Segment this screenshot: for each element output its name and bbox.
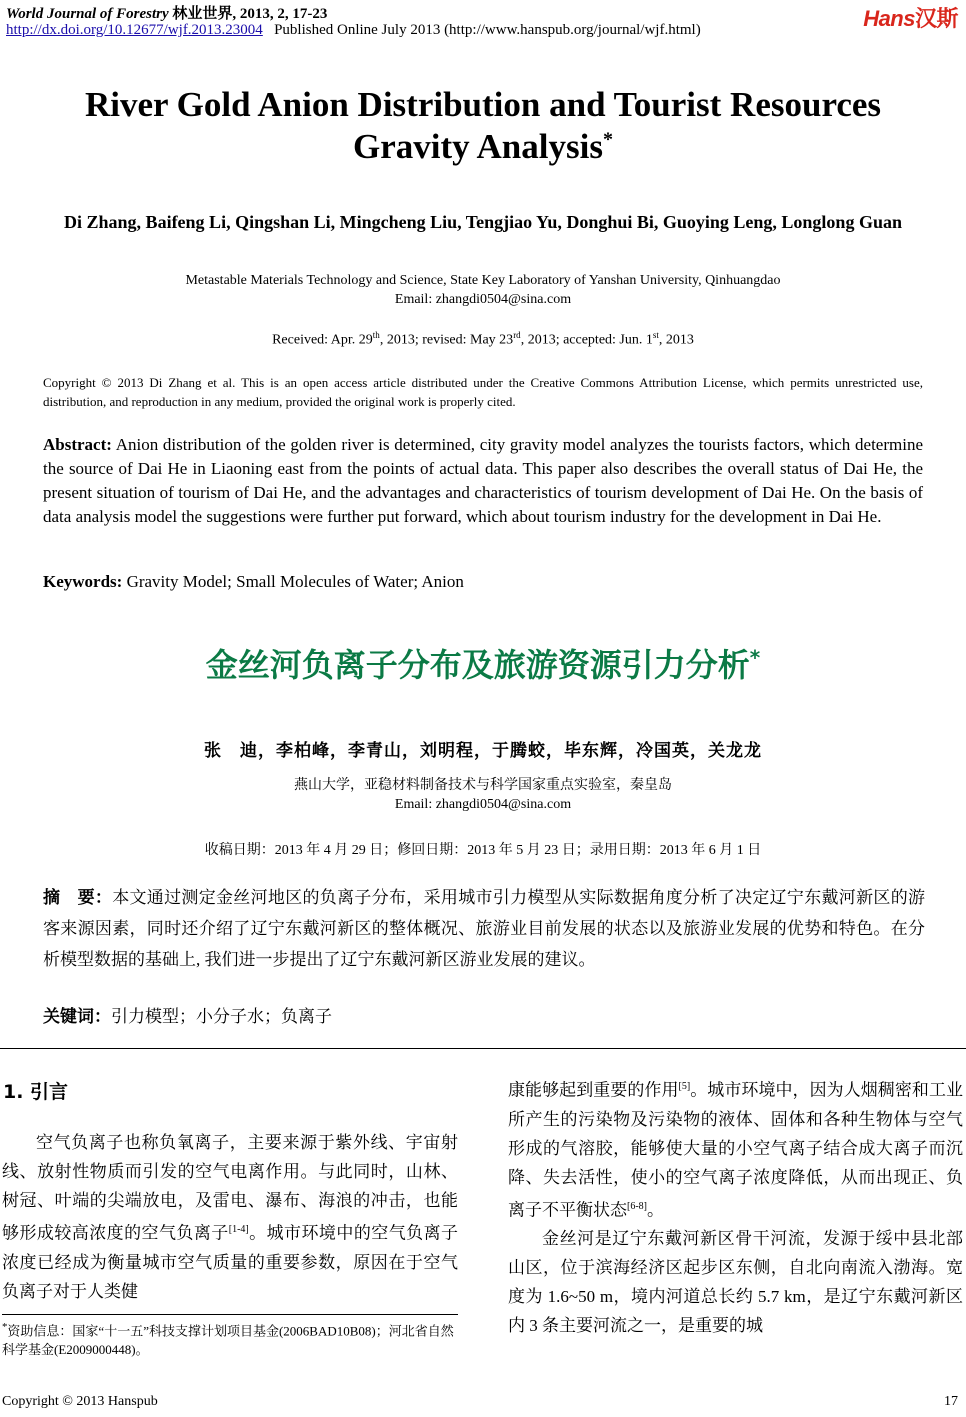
abstract-cn-text: 本文通过测定金丝河地区的负离子分布，采用城市引力模型从实际数据角度分析了决定辽宁东戴河新区的游客来源因素，同时还介绍了辽宁东戴河新区的整体概况、旅游业目前发展的状态以及旅游业发展的优势和特色。在分析模型数据的基础上, 我们进一步提出了辽宁东戴河新区游业发展的建议。 — [43, 888, 926, 969]
body-left-column — [2, 1128, 458, 1306]
section-heading: 1. 引言 — [3, 1081, 69, 1103]
accepted-part: , 2013; accepted: Jun. 1 — [520, 332, 653, 348]
email-en: Email: zhangdi0504@sina.com — [394, 292, 572, 307]
intro-paragraph-1 — [2, 1128, 458, 1306]
paper-title-en — [40, 84, 926, 168]
intro-paragraph-cont — [508, 1072, 963, 1224]
citation: [1-4] — [228, 1224, 249, 1235]
section-divider — [0, 1048, 966, 1049]
affiliation-en: Metastable Materials Technology and Science, State Key Laboratory of Yanshan University, Qinhuangdao — [185, 273, 781, 288]
published-note: Published Online July 2013 (http://www.hanspub.org/journal/wjf.html) — [274, 22, 701, 38]
funding-footnote — [2, 1318, 458, 1359]
abstract-en-text: Anion distribution of the golden river is determined, city gravity model analyzes the tourists factors, which determine the source of Dai He in Liaoning east from the points of actual data. This paper also describes the overall status of Dai He, the present situation of tourism of Dai He, and the advantages and characteristics of tourism development of Dai He. On the basis of data analysis model the suggestions were further put forward, which about tourism industry for the development in Dai He. — [43, 435, 923, 526]
abstract-cn-label: 摘 要： — [43, 888, 113, 907]
authors-cn: 张 迪，李柏峰，李青山，刘明程，于腾蛟，毕东辉，冷国英，关龙龙 — [204, 741, 762, 760]
title-cn-footnote-mark: * — [749, 645, 761, 670]
logo-cn: 汉斯 — [914, 6, 958, 31]
intro-text-cont: 。城市环境中的空气负离子浓度已经成为衡量城市空气质量的重要参数，原因在于空气负离子对于人类健 — [2, 1223, 459, 1301]
journal-issue: 林业世界, 2013, 2, 17-23 — [168, 6, 328, 22]
intro-text: 空气负离子也称负氧离子，主要来源于紫外线、宇宙射线、放射性物质而引发的空气电离作用。与此同时，山林、树冠、叶端的尖端放电，及雷电、瀑布、海浪的冲击，也能够形成较高浓度的空气负离子 — [2, 1133, 458, 1243]
title-cn-text: 金丝河负离子分布及旅游资源引力分析 — [205, 646, 750, 684]
keywords-cn-label: 关键词： — [43, 1007, 111, 1026]
abstract-en — [43, 433, 923, 529]
title-en-footnote-mark: * — [602, 128, 613, 151]
authors-en: Di Zhang, Baifeng Li, Qingshan Li, Mingcheng Liu, Tengjiao Yu, Donghui Bi, Guoying Leng, Longlong Guan — [64, 212, 902, 232]
doi-link[interactable]: http://dx.doi.org/10.12677/wjf.2013.23004 — [6, 22, 263, 38]
revised-sup: rd — [513, 330, 521, 340]
keywords-cn-text: 引力模型；小分子水；负离子 — [111, 1007, 332, 1026]
body-right-column — [508, 1072, 963, 1340]
received-part: Received: Apr. 29 — [272, 332, 373, 348]
abstract-cn — [43, 882, 925, 975]
abstract-en-label: Abstract: — [43, 435, 112, 454]
title-en-text: River Gold Anion Distribution and Tourist Resources Gravity Analysis — [84, 85, 882, 166]
cont-text-a: 康能够起到重要的作用 — [508, 1080, 679, 1100]
page-number: 17 — [944, 1394, 958, 1409]
logo-latin: Hans — [863, 6, 915, 31]
accepted-sup: st — [652, 330, 659, 340]
citation: [6-8] — [627, 1200, 647, 1212]
email-cn: Email: zhangdi0504@sina.com — [394, 797, 572, 812]
journal-header — [6, 2, 327, 23]
affiliation-cn-block — [40, 776, 926, 814]
journal-title: World Journal of Forestry — [6, 6, 169, 22]
hanspub-logo — [863, 2, 958, 33]
affiliation-en-block — [40, 271, 926, 309]
footnote-mark: * — [2, 1321, 8, 1333]
header-line-2 — [6, 22, 701, 39]
cont-text-c: 。 — [647, 1200, 664, 1220]
license-note: Copyright © 2013 Di Zhang et al. This is an open access article distributed under the Creative Commons Attribution License, which permits unrestricted use, distribution, and reproduction in any medium, provided the original work is properly cited. — [43, 375, 923, 409]
received-dates-en — [40, 330, 926, 349]
paper-title-cn — [40, 640, 926, 686]
keywords-en — [43, 572, 464, 592]
cont-text-b: 。城市环境中，因为人烟稠密和工业所产生的污染物及污染物的液体、固体和各种生物体与空气形成的气溶胶，能够使大量的小空气离子结合成大离子而沉降、失去活性，使小的空气离子浓度降低，从而出现正、负离子不平衡状态 — [508, 1080, 964, 1220]
received-sup: th — [372, 330, 380, 340]
received-dates-cn: 收稿日期：2013 年 4 月 29 日；修回日期：2013 年 5 月 23 日；录用日期：2013 年 6 月 1 日 — [204, 843, 762, 858]
citation: [5] — [678, 1081, 691, 1092]
affiliation-cn: 燕山大学，亚稳材料制备技术与科学国家重点实验室，秦皇岛 — [294, 778, 672, 793]
keywords-cn — [43, 1002, 332, 1027]
footnote-text: 资助信息：国家“十一五”科技支撑计划项目基金(2006BAD10B08)；河北省自然科学基金(E2009000448)。 — [2, 1323, 454, 1358]
accepted-year: , 2013 — [658, 332, 694, 348]
revised-part: , 2013; revised: May 23 — [379, 332, 514, 348]
footer-copyright: Copyright © 2013 Hanspub — [2, 1394, 158, 1409]
keywords-en-label: Keywords: — [43, 572, 123, 591]
intro-paragraph-2: 金丝河是辽宁东戴河新区骨干河流，发源于绥中县北部山区，位于滨海经济区起步区东侧，自北向南流入渤海。宽度为 1.6~50 m，境内河道总长约 5.7 km，是辽宁东戴河新区内 3 条主要河流之一，是重要的城 — [508, 1229, 963, 1336]
footnote-rule — [2, 1314, 458, 1315]
keywords-en-text: Gravity Model; Small Molecules of Water; Anion — [122, 572, 464, 591]
